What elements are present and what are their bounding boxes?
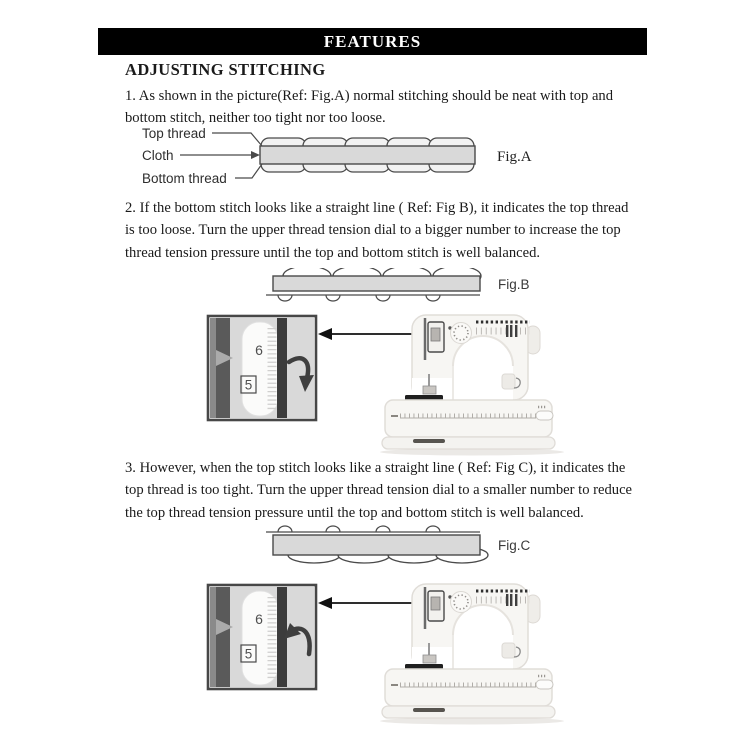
step-line: is too loose. Turn the upper thread tension dial to a bigger number to increase the top — [125, 222, 621, 239]
machine-unit-instance — [208, 315, 564, 456]
step-line: 1. As shown in the picture(Ref: Fig.A) normal stitching should be neat with top and — [125, 88, 614, 104]
step-line: bottom stitch, neither too tight nor too loose. — [125, 110, 386, 127]
step-line: the top thread tension pressure until the top and bottom stitch is well balanced. — [125, 504, 584, 521]
step-line: 3. However, when the top stitch looks like a straight line ( Ref: Fig C), it indicates the — [125, 460, 626, 476]
callout-bottom-thread: Bottom thread — [142, 171, 227, 186]
bottom-straight-line-stitch — [266, 295, 480, 301]
cloth-rect — [260, 146, 475, 164]
top-straight-line-stitch — [266, 526, 480, 532]
figure-a-label: Fig.A — [497, 149, 532, 165]
machine-figure-1 — [200, 308, 565, 460]
instruction-step-3 — [125, 457, 635, 524]
figure-b-label: Fig.B — [498, 277, 530, 292]
cloth-rect — [273, 276, 480, 291]
top-thread-leader-line — [212, 133, 262, 146]
bottom-thread-leader-line — [235, 164, 262, 178]
step-line: top thread is too tight. Turn the upper thread tension dial to a smaller number to reduce — [125, 482, 633, 499]
instruction-step-2 — [125, 197, 635, 264]
figure-b-diagram — [125, 268, 545, 310]
machine-figure-2 — [200, 577, 565, 729]
callout-cloth: Cloth — [142, 148, 174, 163]
page-header-banner — [98, 28, 647, 55]
figure-a-diagram — [125, 123, 545, 189]
cloth-arrowhead-icon — [251, 151, 260, 159]
section-title: ADJUSTING STITCHING — [125, 60, 326, 79]
callout-top-thread: Top thread — [142, 126, 206, 141]
figure-c-diagram — [125, 524, 545, 566]
step-line: 2. If the bottom stitch looks like a straight line ( Ref: Fig B), it indicates the top thread — [125, 200, 629, 216]
cloth-rect — [273, 535, 480, 555]
page-title: FEATURES — [323, 32, 422, 51]
step-line: thread tension pressure until the top and bottom stitch is well balanced. — [125, 244, 541, 261]
machine-unit-instance — [208, 584, 564, 725]
figure-c-label: Fig.C — [498, 538, 531, 553]
